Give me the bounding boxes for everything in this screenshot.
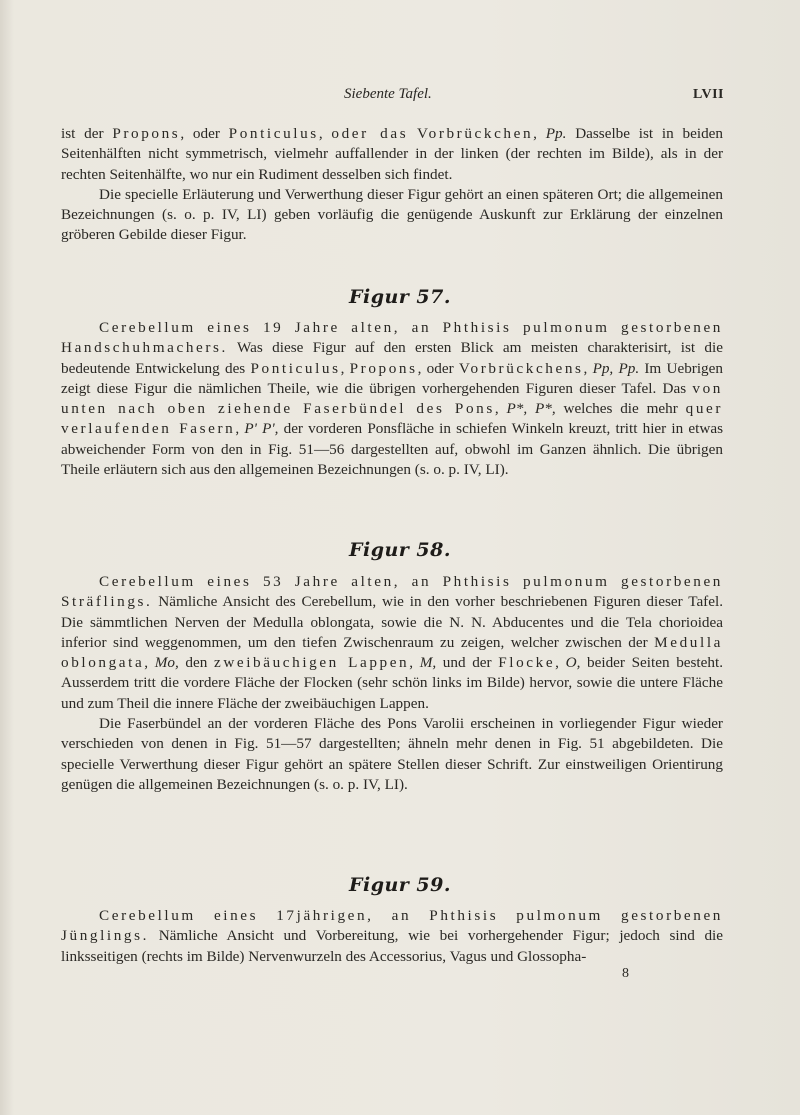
figure-57-section: [61, 318, 723, 480]
figure-58-heading: Figur 58.: [349, 539, 451, 561]
figure-59-section: [61, 906, 723, 967]
intro-paragraph-2: Die specielle Erläuterung und Verwerthung dieser Figur gehört an einen späteren Ort; die allgemeinen Bezeichnungen (s. o. p. IV, LI) geben vorläufig die genügende Auskunft zur Erklärung der einzelnen gröberen Gebilde dieser Figur.: [61, 185, 723, 244]
figure-59-paragraph: Cerebellum eines 17jährigen, an Phthisis pulmonum gestorbenen Jünglings. Nämliche Ansicht und Vorbereitung, wie bei vorhergehender Figur; jedoch sind die linksseitigen (rechts im Bilde) Nervenwurzeln des Accessorius, Vagus und Glossopha-: [61, 907, 723, 965]
figure-58-paragraph-1: Cerebellum eines 53 Jahre alten, an Phthisis pulmonum gestorbenen Sträflings. Nämliche Ansicht des Cerebellum, wie in den vorher beschriebenen Figuren dieser Tafel. Die sämmtlichen Nerven der Medulla oblongata, sowie die N. N. Abducentes und die Tela chorioidea inferior sind weggenommen, um den tiefen Zwischenraum zu zeigen, welcher zwischen der Medulla oblongata, Mo, den zweibäuchigen Lappen, M, und der Flocke, O, beider Seiten besteht. Ausserdem tritt die vordere Fläche der Flocken (sehr schön links im Bilde) hervor, sowie die untere Fläche und zum Theil die innere Fläche der zweibäuchigen Lappen.: [61, 573, 724, 712]
figure-58-section: [61, 572, 723, 795]
intro-paragraph-1: ist der Propons, oder Ponticulus, oder das Vorbrückchen, Pp. Dasselbe ist in beiden Seitenhälften nicht symmetrisch, vielmehr auffallender in der linken (der rechten im Bilde), als in der rechten Seitenhälfte, wo nur ein Rudiment desselben sich findet.: [61, 125, 724, 183]
running-title: Siebente Tafel.: [344, 86, 432, 102]
figure-57-paragraph: Cerebellum eines 19 Jahre alten, an Phthisis pulmonum gestorbenen Handschuhmachers. Was diese Figur auf den ersten Blick am meisten charakterisirt, ist die bedeutende Entwickelung des Ponticulus, Propons, oder Vorbrückchens, Pp, Pp. Im Uebrigen zeigt diese Figur die nämlichen Theile, wie die übrigen vorhergehenden Figuren dieser Tafel. Das von unten nach oben ziehende Faserbündel des Pons, P*, P*, welches die mehr quer verlaufenden Fasern, P' P', der vorderen Ponsfläche in schiefen Winkeln kreuzt, tritt hier in etwas abweichender Form von den in Fig. 51—56 dargestellten auf, obwohl im Ganzen ähnlich. Die übrigen Theile erläutern sich aus den allgemeinen Bezeichnungen (s. o. p. IV, LI).: [61, 319, 724, 479]
figure-57-heading: Figur 57.: [349, 286, 451, 308]
printer-signature-mark: 8: [622, 966, 629, 981]
figure-58-paragraph-2: Die Faserbündel an der vorderen Fläche des Pons Varolii erscheinen in vorliegender Figur wieder verschieden von denen in Fig. 51—57 dargestellten; ähneln mehr denen in Fig. 51 abgebildeten. Die specielle Verwerthung dieser Figur gehört an spätere Stellen dieser Schrift. Zur einstweiligen Orientirung genügen die allgemeinen Bezeichnungen (s. o. p. IV, LI).: [61, 715, 723, 793]
intro-section: [61, 124, 723, 246]
figure-59-heading: Figur 59.: [349, 874, 451, 896]
page-number: LVII: [692, 87, 724, 102]
running-head: [0, 86, 800, 106]
